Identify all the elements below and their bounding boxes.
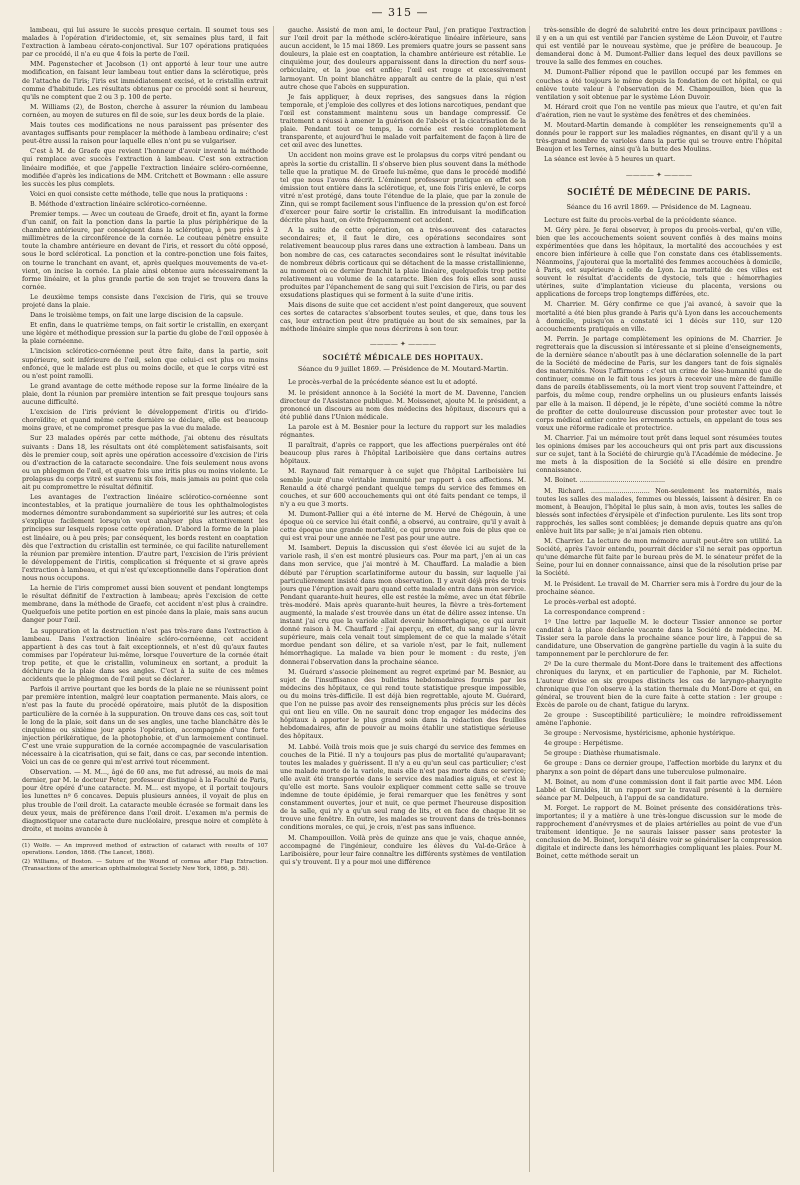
paragraph: Les avantages de l'extraction linéaire scléroticо-cornéenne sont incontestables, et la pratique journalière de tous les ophthalmologistes modernes démontre surabondamment sa supériorité sur les autres; et cela s'explique facilement lorsqu'on veut analyser plus attentivement les principes sur lesquels repose cette opération. D'abord la forme de la plaie est linéaire, ou à peu près; par conséquent, les bords restent en coaptation dès que l'extraction du cristallin est terminée, ce qui facilite naturellement la réunion par première intention. D'autre part, l'excision de l'iris prévient le développement de l'iritis, complication si fréquente et si grave après l'extraction à lambeau, et qui n'est qu'exceptionnelle dans l'opération dont nous nous occupons.	[22, 493, 268, 582]
section-divider: ———— ✦ ————	[625, 170, 693, 179]
paragraph: M. Dumont-Pallier qui a été interne de M. Hervé de Chégouin, à une époque où ce service lui était confié, a observé, au contraire, qu'il y avait à cette époque une grande mortalité, ce qui prouve une fois de plus que ce qui est vrai pour une année ne l'est pas pour une autre.	[280, 509, 526, 543]
paragraph: (2) Williams, of Boston. — Suture of the Wound of cornea after Flap Extraction. (Transactions of the american ophthalmological Society New York, 1866, p. 58).	[22, 858, 268, 872]
society-minutes	[536, 216, 782, 861]
paragraph: Mais toutes ces modifications ne nous paraissent pas présenter des avantages suffisants pour remplacer la méthode à lambeau ordinaire; c'est peut-être aussi la raison pour laquelle elles n'ont pu se vulgariser.	[22, 121, 268, 146]
paragraph: Le deuxième temps consiste dans l'excision de l'iris, qui se trouve projeté dans la plaie.	[22, 292, 268, 309]
paragraph: 1º Une lettre par laquelle M. le docteur Tissier annonce se porter candidat à la place déclarée vacante dans la Société de médecine. M. Tissier sera la parole dans la prochaine séance pour lire, à l'appui de sa candidature, une Observation de gangrène partielle du vagin à la suite du tamponnement par le perchlorure de fer.	[536, 617, 782, 659]
paragraph: M. Dumont-Pallier répond que le pavillon occupé par les femmes en couches a été toujours le même depuis la fondation de cet hôpital, ce qui enlève toute valeur à l'observation de M. Champouillon, bien que la ventilation y soit obtenue par le système Léon Duvoir.	[536, 68, 782, 101]
paragraph: Mais disons de suite que cet accident n'est point dangereux, que souvent ces sortes de cataractes s'absorbent toutes seules, et que, dans tous les cas, leur extraction peut être pratiquée au bout de six semaines, par la méthode linéaire simple que nous décrirons à son tour.	[280, 301, 526, 334]
paragraph: Observation. — M. M..., âgé de 60 ans, me fut adressé, au mois de mai dernier, par M. le docteur Peter, professeur distingué à la Faculté de Paris, pour être opéré d'une cataracte. M. M... est myope, et il portait toujours les lunettes nº 6 concaves. Depuis plusieurs années, il voyait de plus en plus trouble de l'œil droit. La cataracte meuble écrasée se formait dans les deux yeux, mais de préférence dans l'œil droit. L'examen m'a permis de diagnostiquer une cataracte dure nucléolaire, presque noire et complète à droite, et moins avancée à	[22, 768, 268, 833]
paragraph: Il paraîtrait, d'après ce rapport, que les affections puerpérales ont été beaucoup plus rares à l'hôpital Lariboisière que dans certains autres hôpitaux.	[280, 441, 526, 466]
paragraph: 2º De la cure thermale du Mont-Dore dans le traitement des affections chroniques du larynx, et en particulier de l'aphonie, par M. Richelot. L'auteur divise en six groupes distincts les cas de laryngo-pharyngite chronique que l'on observe à la station thermale du Mont-Dore et qui, en général, se trouvent bien de la cure faite à cette station : 1er groupe : Excès de parole ou de chant, fatigue du larynx.	[536, 660, 782, 709]
paragraph: 4e groupe : Herpétisme.	[544, 739, 624, 748]
paragraph: Et enfin, dans le quatrième temps, on fait sortir le cristallin, en exerçant une légère et méthodique pression sur la partie du globe de l'œil opposée à la plaie cornéenne.	[22, 321, 268, 346]
paragraph: 3e groupe : Nervosisme, hystéricisme, aphonie hystérique.	[544, 729, 736, 738]
article-continuation	[22, 26, 268, 833]
column-middle	[280, 26, 526, 1174]
paragraph: M. Perrin. Je partage complètement les opinions de M. Charrier. Je regretterais que la discussion si intéressante et si pleine d'enseignements, de la dernière séance n'aboutît pas à une déclaration solennelle de la part de la Société de médecine de Paris, sur les dangers tant de fois signalés des maternités. Nous l'affirmons : c'est un crime de lèse-humanité que de continuer, comme on le fait tous les jours à recevoir une mère de famille dans de pareils établissements, où la mort vient trop souvent l'atteindre, et parfois, du même coup, rendre orphelins un ou plusieurs enfants laissés par elle à la maison. Il dépend, je le répète, d'une société comme la nôtre de profiter de cette douloureuse discussion pour protester avec tout le corps médical entier contre les errements actuels, en appelant de tous ses vœux une réforme radicale et protectrice.	[536, 334, 782, 432]
paragraph: 5e groupe : Diathèse rhumatismale.	[544, 749, 661, 758]
column-right	[536, 26, 782, 1174]
paragraph: MM. Pagenstecher et Jacobson (1) ont apporté à leur tour une autre modification, en faisant leur lambeau tout entier dans la sclérotique, près de l'attache de l'iris; l'iris est immédiatement excisé, et le cristallin extrait comme d'habitude. Les résultats obtenus par ce procédé sont si heureux, qu'ils ne comptent que 2 ou 3 p. 100 de perte.	[22, 60, 268, 101]
paragraph: Voici en quoi consiste cette méthode, telle que nous la pratiquons :	[30, 189, 248, 198]
paragraph: M. Forget. Le rapport de M. Boinet présente des considérations très-importantes; il y a matière à une très-longue discussion sur le mode de rapprochement d'anévrysmes et de plaies artérielles au point de vue d'un traitement identique. Je ne saurais laisser passer sans protester la conclusion de M. Boinet, lorsqu'il désire voir se généraliser la compression digitale et indirecte dans les hémorrhagies compliquant les plaies. Pour M. Boinet, cette méthode serait un	[536, 803, 782, 861]
session-line: Séance du 16 avril 1869. — Présidence de M. Lagneau.	[566, 202, 752, 211]
paragraph: très-sensible de degré de salubrité entre les deux principaux pavillons : il y en a un qui est ventilé par l'ancien système de Léon Duvoir, et l'autre qui est ventilé par le nouveau système, que je préfère de beaucoup. Je demanderai donc à M. Dumont-Pallier dans lequel des deux pavillons se trouve la salle des femmes en couches.	[536, 26, 782, 67]
paragraph: M. Richard. ............................. Non-seulement les maternités, mais toutes les salles des malades, femmes ou blessés, laissent à désirer. En ce moment, à Beaujon, l'hôpital le plus sain, à mon avis, toutes les salles de blessés sont infectées d'érysipèle et d'infection purulente. Les lits sont trop rapprochés, les salles sont comblées; je demande depuis quatre ans qu'on enlève huit lits par salle; je n'ai jamais rien obtenu.	[536, 486, 782, 535]
paragraph: 2e groupe : Susceptibilité particulière; le moindre refroidissement amène l'aphonie.	[536, 710, 782, 728]
paragraph: B. Méthode d'extraction linéaire scléroticо-cornéenne.	[30, 199, 208, 208]
article-continuation	[280, 26, 526, 333]
society-minutes	[280, 378, 526, 865]
paragraph: Premier temps. — Avec un couteau de Graefe, droit et fin, ayant la forme d'un canif, on fait la ponction dans la partie la plus périphérique de la chambre antérieure, par conséquent dans la sclérotique, à peu près à 2 millimètres de la circonférence de la cornée. Le couteau pénètre ensuite toute la chambre antérieure en devant de l'iris, et ressort du côté opposé, sous le bord sclérotical. La ponction et la contre-ponction une fois faites, on tourne le tranchant en avant, et, après quelques mouvements de va-et-vient, on incise la cornée. La plaie ainsi obtenue aura nécessairement la forme linéaire, et la plus grande partie de son trajet se trouvera dans la cornée.	[22, 209, 268, 291]
paragraph: M. le président annonce à la Société la mort de M. Davenne, l'ancien directeur de l'Assistance publique. M. Moissenet, ajoute M. le président, a prononcé un discours au nom des médecins des hôpitaux, discours qui a été publié dans l'Union médicale.	[280, 388, 526, 421]
paragraph: La séance est levée à 5 heures un quart.	[544, 155, 676, 164]
paragraph: C'est à M. de Graefe que revient l'honneur d'avoir inventé la méthode qui remplace avec succès l'extraction à lambeau. C'est son extraction linéaire modifiée, et que j'appelle l'extraction linéaire scléro-cornéenne, modifiée d'après les indications de MM. Critchett et Bowmann : elle assure les succès les plus complets.	[22, 147, 268, 188]
paragraph: La suppuration et la destruction n'est pas très-rare dans l'extraction à lambeau. Dans l'extraction linéaire scléro-cornéenne, cet accident appartient à des cas tout à fait exceptionnels, et n'est dû qu'aux fautes commises par l'opérateur lui-même, lorsque l'ouverture de la cornée était trop petite, et que le cristallin, volumineux en sortant, a produit la déchirure de la plaie dans ses angles. C'est à la suite de ces mêmes accidents que le phlegmon de l'œil peut se déclarer.	[22, 626, 268, 684]
paragraph: Le procès-verbal de la précédente séance est lu et adopté.	[288, 378, 478, 387]
paragraph: M. Charrier. La lecture de mon mémoire aurait peut-être son utilité. La Société, après l'avoir entendu, pourrait décider s'il ne serait pas opportun qu'une démarche fût faite par le bureau près de M. le sénateur préfet de la Seine, pour lui en donner connaissance, ainsi que de la résolution prise par la Société.	[536, 537, 782, 578]
paragraph: 6e groupe : Dans ce dernier groupe, l'affection morbide du larynx et du pharynx a son point de départ dans une tuberculose pulmonaire.	[536, 759, 782, 776]
paragraph: Sur 23 malades opérés par cette méthode, j'ai obtenu des résultats suivants : Dans 18, les résultats ont été complètement satisfaisants, soit dès le premier coup, soit après une opération accessoire d'excision de l'iris ou d'extraction de la cataracte secondaire. Une fois seulement nous avons eu un phlegmon de l'œil, et quatre fois une iritis plus ou moins violente. Le prolapsus du corps vitré est survenu six fois, mais jamais au point que cela ait pu compromettre le résultat définitif.	[22, 434, 268, 491]
paragraph: L'excision de l'iris prévient le développement d'iritis ou d'irido-choroïdite; et quand même cette dernière se déclare, elle est beaucoup moins grave, et ne compromet presque pas la vue du malade.	[22, 408, 268, 433]
paragraph: L'incision scléroticо-cornéenne peut être faite, dans la partie, soit supérieure, soit inférieure de l'œil, selon que celui-ci est plus ou moins enfoncé, que le malade est plus ou moins docile, et que le corps vitré est ou n'est point ramolli.	[22, 347, 268, 380]
footnotes	[22, 839, 268, 873]
paragraph: Un accident non moins grave est le prolapsus du corps vitré pendant ou après la sortie du cristallin. Il s'observe bien plus souvent dans la méthode telle que la pratique M. de Graefe lui-même, que dans le procédé modifié tel que nous l'avons décrit. L'éminent professeur pratique en effet son émission tout entière dans la sclérotique, et, une fois l'iris enlevé, le corps vitré n'est protégé, dans toute l'étendue de la plaie, que par la zonule de Zinn, qui se rompt facilement sous l'influence de la pression qu'on est forcé d'exercer pour faire sortir le cristallin. En introduisant la modification décrite plus haut, on évite fréquemment cet accident.	[280, 151, 526, 225]
paragraph: Je fais appliquer, à deux reprises, des sangsues dans la région temporale, et j'emploie des collyres et des lotions narcotiques, pendant que l'œil est constamment maintenu sous un bandage compressif. Ce traitement a réussi à amener la guérison de l'abcès et la cicatrisation de la plaie. Pendant tout ce temps, la cornée est restée complètement transparente, et aujourd'hui le malade voit parfaitement de façon à lire de cet œil avec des lunettes.	[280, 92, 526, 150]
paragraph: M. le Président. Le travail de M. Charrier sera mis à l'ordre du jour de la prochaine séance.	[536, 579, 782, 596]
paragraph: gauche. Assisté de mon ami, le docteur Paul, j'en pratique l'extraction sur l'œil droit par la méthode scléro-kératique linéaire inférieure, sans aucun accident, le 15 mai 1869. Les premiers quatre jours se passent sans douleurs, la plaie est en coaptation, la chambre antérieure est rétablie. Le cinquième jour, des douleurs apparaissent dans la direction du nerf sous-orbiculaire, et la joue est enflée; l'œil est rouge et excessivement larmoyant. Un point blanchâtre apparaît au centre de la plaie, qui n'est autre chose que l'abcès en suppuration.	[280, 26, 526, 91]
paragraph: Le procès-verbal est adopté.	[544, 597, 637, 606]
column-rule	[529, 26, 530, 1172]
paragraph: M. Raynaud fait remarquer à ce sujet que l'hôpital Lariboisière lui semble jouir d'une véritable immunité par rapport à ces affections. M. Renauld a été chargé pendant quelque temps du service des femmes en couches, et sur 600 accouchements qui ont été faits pendant ce temps, il n'y a eu que 3 morts.	[280, 467, 526, 508]
paragraph: M. Guérard s'associe pleinement au regret exprimé par M. Besnier, au sujet de l'insuffisance des bulletins hebdomadaires fournis par les médecins des hôpitaux, ce qui rend toute statistique presque impossible, ou du moins très-difficile. Il est déjà bien regrettable, ajoute M. Guérard, que l'on ne puisse pas avoir des renseignements plus précis sur les décès qui ont lieu en ville. On ne saurait donc trop engager les médecins des hôpitaux à apporter le plus grand soin dans la rédaction des feuilles hebdomadaires, afin de pouvoir au moins établir une statistique sérieuse des hôpitaux.	[280, 667, 526, 741]
session-line: Séance du 9 juillet 1869. — Présidence de M. Moutard-Martin.	[297, 365, 509, 374]
column-rule	[273, 26, 274, 1172]
paragraph: La parole est à M. Besnier pour la lecture du rapport sur les maladies régnantes.	[280, 422, 526, 440]
paragraph: M. Isambert. Depuis la discussion qui s'est élevée ici au sujet de la variole rash, il s'en est montré plusieurs cas. Pour ma part, j'en ai un cas dans mon service, que j'ai montré à M. Chauffard. La maladie a bien débuté par l'éruption scarlatiniforme autour du bassin, sur laquelle j'ai particulièrement insisté dans mon observation. Il y avait déjà près de trois jours que l'éruption avait paru quand cette malade entra dans mon service. Pendant quarante-huit heures, elle est restée la même, avec un état fébrile très-modéré. Mais après quarante-huit heures, la fièvre a très-fortement augmenté, la malade s'est trouvée dans un état de délire assez intense. Un instant j'ai cru que la variole allait devenir hémorrhagique, ce qui aurait donné raison à M. Chauffard : j'ai aperçu, en effet, du sang sur la lèvre supérieure, mais cela venait tout simplement de ce que la malade s'était mordue pendant son délire, et sa variole n'est, par le fait, nullement hémorrhagique. La malade va bien pour le moment : du reste, j'en donnerai l'observation dans la prochaine séance.	[280, 544, 526, 666]
paragraph: M. Boinet. ..........................................	[544, 476, 666, 485]
paragraph: M. Champouillon. Voilà près de quinze ans que je vais, chaque année, accompagné de l'ingénieur, conduire les élèves du Val-de-Grâce à Lariboisière, pour leur faire connaître les différents systèmes de ventilation qui s'y trouvent. Il y a pour moi une différence	[280, 833, 526, 866]
column-left	[22, 26, 268, 1174]
society-title: SOCIÉTÉ DE MÉDECINE DE PARIS.	[567, 186, 751, 198]
paragraph: lambeau, qui lui assure le succès presque certain. Il soumet tous ses malades à l'opération d'iridectomie, et, six semaines plus tard, il fait l'extraction à lambeau cérato-conjonctival. Sur 107 opérations pratiquées par ce procédé, il n'a eu que 4 fois la perte de l'œil.	[22, 26, 268, 59]
paragraph: M. Boinet, au nom d'une commission dont il fait partie avec MM. Léon Labbé et Giraldès, lit un rapport sur le travail présenté à la dernière séance par M. Delpeuch, à l'appui de sa candidature.	[536, 777, 782, 802]
paragraph: Parfois il arrive pourtant que les bords de la plaie ne se réunissent point par première intention, malgré leur coaptation permanente. Mais alors, ce n'est pas la faute du procédé opératoire, mais plutôt de la disposition particulière de la cornée à la suppuration. On trouve dans ces cas, soit tout le long de la plaie, soit dans un de ses angles, une tache blanchâtre dès le cinquième ou sixième jour après l'opération, accompagnée d'une forte injection périkératique, de la photophobie, et d'un larmoiement continuel. C'est une vraie suppuration de la cornée accompagnée de vascularisation nécessaire à la cicatrisation, qui se fait, dans ce cas, par seconde intention. Voici un cas de ce genre qui m'est arrivé tout récemment.	[22, 685, 268, 767]
paragraph: M. Charrier. M. Géry confirme ce que j'ai avancé, à savoir que la mortalité a été bien plus grande à Paris qu'à Lyon dans les accouchements à domicile, puisqu'on a constaté ici 1 décès sur 110, sur 120 accouchements pratiqués en ville.	[536, 300, 782, 333]
section-divider: ———— ✦ ————	[369, 340, 437, 349]
paragraph: M. Labbé. Voilà trois mois que je suis chargé du service des femmes en couches de la Pitié. Il n'y a toujours pas plus de mortalité qu'auparavant; toutes les malades y guérissent. Il n'y a eu qu'un seul cas particulier; c'est une malade morte de la variole, mais elle n'est pas morte dans ce service; elle avait été transportée dans le service des maladies aiguës, et c'est là qu'elle est morte. Sans vouloir expliquer comment cette salle se trouve indemne de toute épidémie, je ferai remarquer que les fenêtres y sont constamment ouvertes, jour et nuit, ce que permet l'heureuse disposition de la salle, qui n'y a qu'un seul rang de lits, et en face de chaque lit se trouve une fenêtre. En outre, les malades se trouvent dans de très-bonnes conditions morales, ce qui, je crois, n'est pas sans influence.	[280, 742, 526, 832]
paragraph: M. Géry père. Je ferai observer, à propos du procès-verbal, qu'en ville, bien que les accouchements soient souvent confiés à des mains moins expérimentées que dans les hôpitaux, la mortalité des accouchées y est encore bien inférieure à celle que l'on constate dans ces établissements. Néanmoins, j'ajouterai que la mortalité des femmes accouchées à domicile, à Paris, est supérieure à celle de Lyon. La mortalité de ces villes est souvent le résultat d'accidents de dystocie, tels que : hémorrhagies utérines, suite d'implantation vicieuse du placenta, versions ou applications de forceps trop longtemps différées, etc.	[536, 225, 782, 299]
page-number: — 315 —	[371, 6, 429, 19]
paragraph: M. Hérard croit que l'on ne ventile pas mieux que l'autre, et qu'en fait d'aération, rien ne vaut le système des fenêtres et des cheminées.	[536, 102, 782, 119]
paragraph: (1) Wolfe. — An improved method of extraction of cataract with results of 107 operations. London, 1868. (The Lancet, 1868).	[22, 842, 268, 856]
paragraph: M. Williams (2), de Boston, cherche à assurer la réunion du lambeau cornéen, au moyen de sutures en fil de soie, sur les deux bords de la plaie.	[22, 102, 268, 119]
paragraph: M. Charrier. J'ai un mémoire tout prêt dans lequel sont résumées toutes les opinions émises par les accoucheurs qui ont pris part aux discussions sur ce sujet, tant à la Société de chirurgie qu'à l'Académie de médecine. Je me mets à la disposition de la Société si elle désire en prendre connaissance.	[536, 433, 782, 475]
society-title: SOCIÉTÉ MÉDICALE DES HOPITAUX.	[322, 353, 484, 363]
society-minutes	[536, 26, 782, 164]
paragraph: La hernie de l'iris compromet aussi bien souvent et pendant longtemps le résultat définitif de l'extraction à lambeau; après l'excision de cette membrane, dans la méthode de Graefe, cet accident n'est plus à craindre. Quelquefois une petite portion en est pincée dans la plaie, mais sans aucun danger pour l'œil.	[22, 584, 268, 625]
paragraph: Lecture est faite du procès-verbal de la précédente séance.	[544, 215, 737, 224]
paragraph: M. Moutard-Martin demande à compléter les renseignements qu'il a donnés pour le rapport sur les maladies régnantes, en disant qu'il y a un très-grand nombre de varioles dans la partie qui se trouve entre l'hôpital Beaujon et les Ternes, ainsi qu'à la butte des Moulins.	[536, 121, 782, 154]
paragraph: La correspondance comprend :	[544, 607, 645, 616]
paragraph: A la suite de cette opération, on a très-souvent des cataractes secondaires; et, il faut le dire, ces opérations secondaires sont relativement beaucoup plus rares dans une extraction à lambeau. Dans un bon nombre de cas, ces cataractes secondaires sont le résultat inévitable de nombreux débris corticaux qui se détachent de la masse cristallinienne, au moment où ce dernier franchit la plaie linéaire, quelquefois trop petite relativement au volume de la cataracte. Bien des fois elles sont aussi produites par l'épanchement de sang qui suit l'excision de l'iris, ou par des exsudations plastiques qui se forment à la suite d'une iritis.	[280, 226, 526, 299]
paragraph: Le grand avantage de cette méthode repose sur la forme linéaire de la plaie, dont la réunion par première intention se fait presque toujours sans aucune difficulté.	[22, 381, 268, 407]
paragraph: Dans le troisième temps, on fait une large discision de la capsule.	[30, 311, 244, 320]
